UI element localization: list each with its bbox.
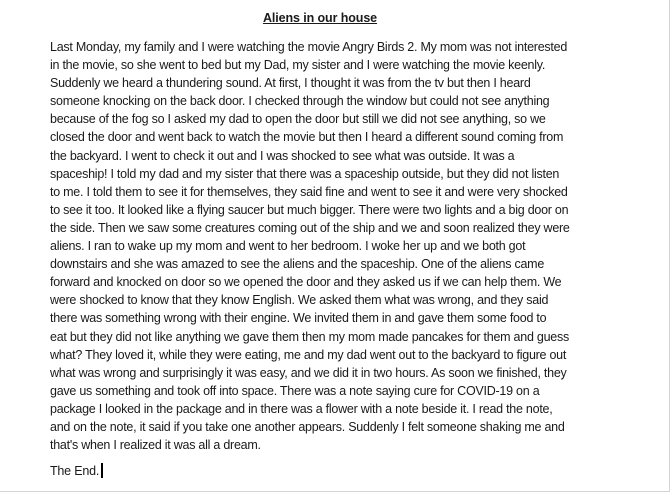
- body-line: in the movie, so she went to bed but my Dad, my sister and I were watching the movie keenly.: [50, 58, 546, 73]
- body-line: and on the note, it said if you take one another appears. Suddenly I felt someone shaking me and: [50, 419, 565, 434]
- body-line: to me. I told them to see it for themselves, they said fine and went to see it and were very shocked: [50, 184, 568, 199]
- body-line: forward and knocked on door so we opened the door and they asked us if we can help them. We: [50, 275, 562, 290]
- document-title: Aliens in our house: [262, 11, 378, 25]
- body-line: that's when I realized it was all a dream.: [50, 438, 261, 453]
- body-line: gave us something and took off into space. There was a note saying cure for COVID-19 on a: [50, 383, 540, 398]
- body-line: were shocked to know that they know English. We asked them what was wrong, and they said: [50, 293, 549, 308]
- text-cursor: [101, 463, 103, 478]
- body-line: downstairs and she was amazed to see the aliens and the spaceship. One of the aliens came: [50, 257, 545, 272]
- body-line: to see it too. It looked like a flying saucer but much bigger. There were two lights and a big door on: [50, 202, 569, 217]
- document-ending[interactable]: [50, 462, 103, 480]
- body-line: there was something wrong with their engine. We invited them in and gave them some food to: [50, 311, 547, 326]
- ending-text: The End.: [50, 464, 100, 478]
- body-line: because of the fog so I asked my dad to open the door but still we did not see anything, so we: [50, 112, 546, 127]
- body-line: package I looked in the package and in there was a flower with a note beside it. I read the note,: [50, 401, 553, 416]
- body-line: what was wrong and surprisingly it was easy, and we did it in two hours. As soon we finished, they: [50, 365, 567, 380]
- body-line: Last Monday, my family and I were watching the movie Angry Birds 2. My mom was not interested: [50, 40, 568, 54]
- body-line: eat but they did not like anything we gave them then my mom made pancakes for them and guess: [50, 329, 569, 344]
- body-line: closed the door and went back to watch the movie but then I heard a different sound coming from: [50, 130, 564, 145]
- body-line: the backyard. I went to check it out and I was shocked to see what was outside. It was a: [50, 148, 515, 163]
- body-line: Suddenly we heard a thundering sound. At first, I thought it was from the tv but then I heard: [50, 76, 531, 91]
- body-line: someone knocking on the back door. I checked through the window but could not see anything: [50, 94, 550, 109]
- body-line: spaceship! I told my dad and my sister that there was a spaceship outside, but they did not listen: [50, 166, 560, 181]
- document-body[interactable]: [50, 38, 620, 454]
- body-line: the side. Then we saw some creatures coming out of the ship and we and soon realized they were: [50, 220, 570, 235]
- body-line: aliens. I ran to wake up my mom and went to her bedroom. I woke her up and we both got: [50, 239, 526, 254]
- body-line: what? They loved it, while they were eating, me and my dad went out to the backyard to figure out: [50, 347, 567, 362]
